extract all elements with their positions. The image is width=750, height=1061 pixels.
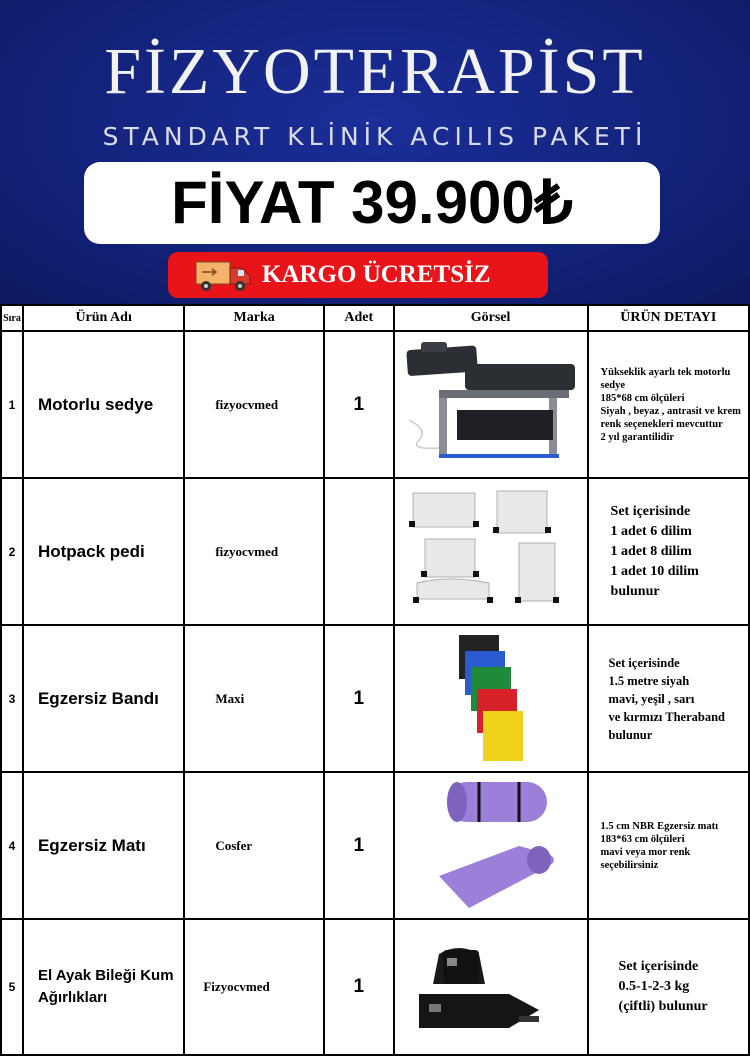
- ankle-weights-image: [399, 924, 583, 1050]
- product-table: [0, 304, 750, 1056]
- product-image-cell: [394, 331, 588, 478]
- product-name: Hotpack pedi: [23, 478, 184, 625]
- row-number: 3: [1, 625, 23, 772]
- detail-line: (çiftli) bulunur: [618, 999, 708, 1014]
- row-number: 4: [1, 772, 23, 919]
- price-label: FİYAT 39.900₺: [171, 169, 573, 236]
- page-subtitle: STANDART KLİNİK ACILIS PAKETİ: [102, 122, 648, 151]
- exercise-bands-image: [399, 631, 583, 767]
- product-detail: [588, 919, 749, 1055]
- product-name: Egzersiz Matı: [23, 772, 184, 919]
- detail-line: mavi, yeşil , sarı: [608, 691, 695, 706]
- detail-line: ve kırmızı Theraband: [608, 709, 725, 724]
- product-detail: [588, 772, 749, 919]
- table-header-row: [1, 305, 749, 331]
- product-image-cell: [394, 478, 588, 625]
- detail-line: 1.5 cm NBR Egzersiz matı: [600, 820, 719, 832]
- product-image-cell: [394, 772, 588, 919]
- detail-line: 2 yıl garantilidir: [600, 431, 675, 443]
- header-gorsel: Görsel: [394, 305, 588, 331]
- header-sira: Sıra: [1, 305, 23, 331]
- product-quantity: [324, 478, 394, 625]
- shipping-label: KARGO ÜCRETSİZ: [262, 261, 491, 288]
- product-name: Motorlu sedye: [23, 331, 184, 478]
- detail-line: 1 adet 8 dilim: [610, 543, 692, 559]
- hotpack-pads-image: [399, 487, 583, 617]
- row-number: 2: [1, 478, 23, 625]
- detail-line: mavi veya mor renk: [600, 846, 691, 858]
- price-box: [84, 162, 660, 244]
- header-urun-detayi: ÜRÜN DETAYI: [588, 305, 749, 331]
- row-number: 5: [1, 919, 23, 1055]
- detail-line: Set içerisinde: [618, 959, 699, 974]
- product-name: El Ayak Bileği Kum Ağırlıkları: [23, 919, 184, 1055]
- product-quantity: 1: [324, 331, 394, 478]
- header-banner: [0, 0, 750, 304]
- product-brand: Cosfer: [184, 772, 324, 919]
- exercise-mats-image: [399, 776, 583, 916]
- product-detail: [588, 331, 749, 478]
- product-quantity: 1: [324, 919, 394, 1055]
- detail-line: 1 adet 6 dilim: [610, 523, 692, 539]
- product-brand: Maxi: [184, 625, 324, 772]
- detail-line: bulunur: [608, 727, 653, 742]
- detail-line: Yükseklik ayarlı tek motorlu sedye: [600, 366, 731, 391]
- detail-line: 1.5 metre siyah: [608, 673, 690, 688]
- detail-line: 1 adet 10 dilim: [610, 563, 699, 579]
- header-adet: Adet: [324, 305, 394, 331]
- treatment-table-image: [399, 340, 583, 470]
- product-detail: [588, 625, 749, 772]
- table-row: [1, 772, 749, 919]
- detail-line: bulunur: [610, 583, 660, 599]
- table-row: [1, 331, 749, 478]
- detail-line: 185*68 cm ölçüleri: [600, 392, 685, 404]
- table-row: [1, 919, 749, 1055]
- header-marka: Marka: [184, 305, 324, 331]
- detail-line: Siyah , beyaz , antrasit ve krem renk seçenekleri mevcuttur: [600, 405, 741, 430]
- header-urun-adi: Ürün Adı: [23, 305, 184, 331]
- detail-line: Set içerisinde: [610, 503, 691, 519]
- product-brand: fizyocvmed: [184, 331, 324, 478]
- detail-line: Set içerisinde: [608, 655, 680, 670]
- detail-line: 0.5-1-2-3 kg: [618, 979, 690, 994]
- delivery-truck-icon: [194, 258, 252, 294]
- product-image-cell: [394, 919, 588, 1055]
- product-name: Egzersiz Bandı: [23, 625, 184, 772]
- page-title: FİZYOTERAPİST: [104, 35, 646, 108]
- detail-line: 183*63 cm ölçüleri: [600, 833, 685, 845]
- table-row: [1, 625, 749, 772]
- shipping-badge: [168, 252, 548, 298]
- detail-line: seçebilirsiniz: [600, 859, 659, 871]
- product-quantity: 1: [324, 625, 394, 772]
- product-brand: Fizyocvmed: [184, 919, 324, 1055]
- product-detail: [588, 478, 749, 625]
- product-brand: fizyocvmed: [184, 478, 324, 625]
- table-row: [1, 478, 749, 625]
- product-image-cell: [394, 625, 588, 772]
- row-number: 1: [1, 331, 23, 478]
- product-quantity: 1: [324, 772, 394, 919]
